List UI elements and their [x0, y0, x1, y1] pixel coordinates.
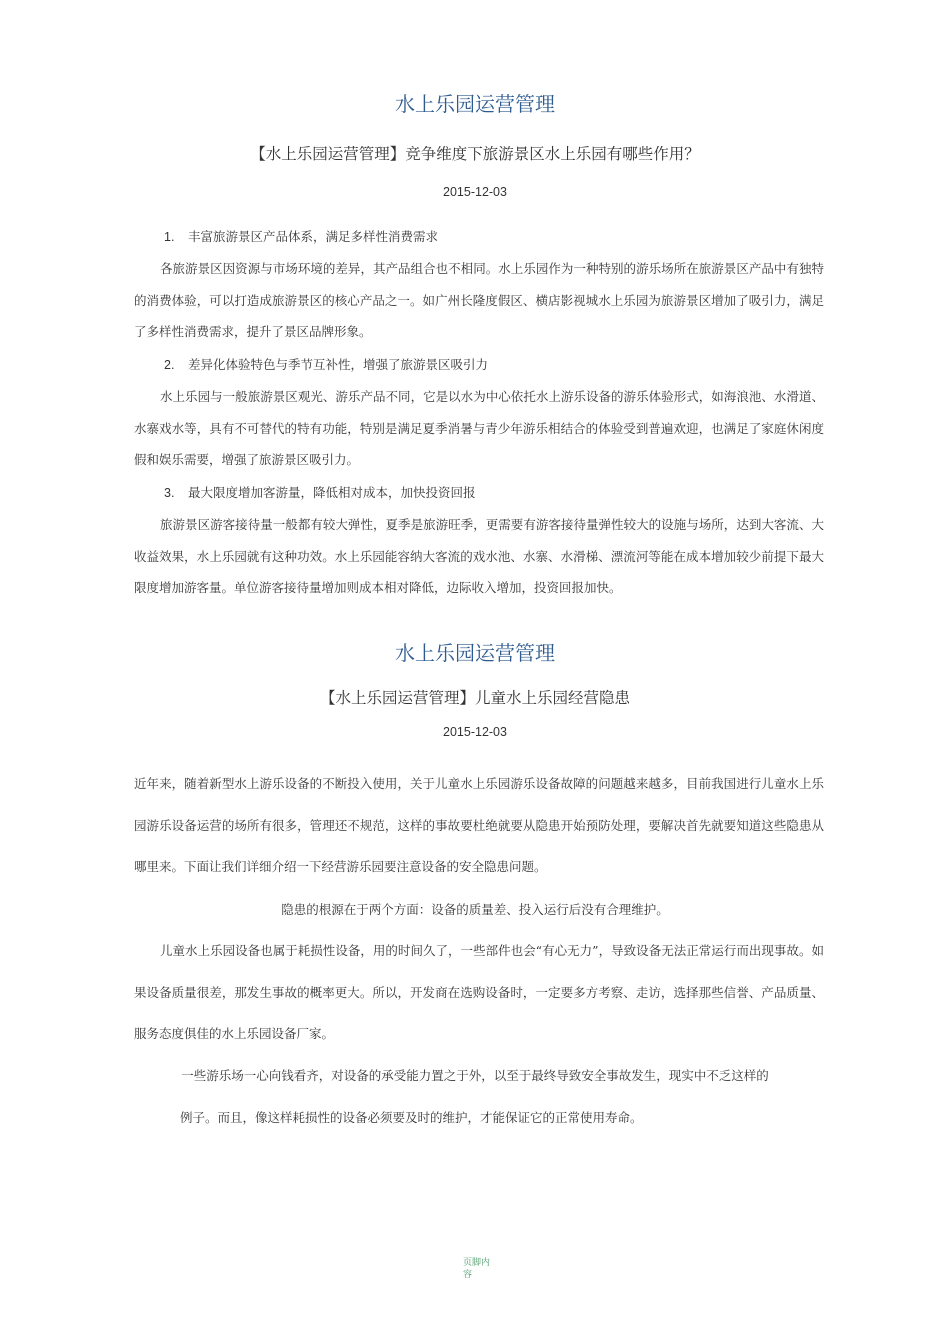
article-2-paragraph-1: 近年来，随着新型水上游乐设备的不断投入使用，关于儿童水上乐园游乐设备故障的问题越来越多，目前我国进行儿童水上乐园游乐设备运营的场所有很多，管理还不规范，这样的事故要杜绝就要从隐患开始预防处理，要解决首先就要知道这些隐患从哪里来。下面让我们详细介绍一下经营游乐园要注意设备的安全隐患问题。	[134, 776, 824, 874]
article-2-subtitle: 【水上乐园运营管理】儿童水上乐园经营隐患	[319, 689, 630, 707]
list-item-body-3: 旅游景区游客接待量一般都有较大弹性，夏季是旅游旺季，更需要有游客接待量弹性较大的设施与场所，达到大客流、大收益效果，水上乐园就有这种功效。水上乐园能容纳大客流的戏水池、水寨、水滑梯、漂流河等能在成本增加较少前提下最大限度增加游客量。单位游客接待量增加则成本相对降低，边际收入增加，投资回报加快。	[134, 517, 824, 595]
list-item-number: 3.	[164, 486, 175, 500]
article-2-title: 水上乐园运营管理	[395, 641, 555, 665]
list-item-number: 2.	[164, 358, 175, 372]
article-1-title: 水上乐园运营管理	[395, 92, 555, 116]
article-1-subtitle: 【水上乐园运营管理】竞争维度下旅游景区水上乐园有哪些作用？	[250, 145, 700, 163]
list-item-heading-text: 差异化体验特色与季节互补性，增强了旅游景区吸引力	[187, 357, 488, 372]
list-item-body-2: 水上乐园与一般旅游景区观光、游乐产品不同，它是以水为中心依托水上游乐设备的游乐体验形式，如海浪池、水滑道、水寨戏水等，具有不可替代的特有功能，特别是满足夏季消暑与青少年游乐相结合的体验受到普遍欢迎，也满足了家庭休闲度假和娱乐需要，增强了旅游景区吸引力。	[134, 389, 824, 467]
article-2-paragraph-3: 儿童水上乐园设备也属于耗损性设备，用的时间久了，一些部件也会“有心无力”，导致设备无法正常运行而出现事故。如果设备质量很差，那发生事故的概率更大。所以，开发商在选购设备时，一定要多方考察、走访，选择那些信誉、产品质量、服务态度俱佳的水上乐园设备厂家。	[134, 943, 824, 1041]
article-1-date: 2015-12-03	[443, 185, 507, 199]
article-2-paragraph-4-line-1: 一些游乐场一心向钱看齐，对设备的承受能力置之于外，以至于最终导致安全事故发生，现实中不乏这样的	[181, 1068, 769, 1083]
list-item-number: 1.	[164, 230, 175, 244]
list-item-heading-2	[164, 355, 824, 373]
list-item-heading-text: 丰富旅游景区产品体系，满足多样性消费需求	[187, 229, 438, 244]
page-footer: 页脚内容	[463, 1258, 491, 1280]
article-2-date: 2015-12-03	[443, 725, 507, 739]
list-item-heading-text: 最大限度增加客游量，降低相对成本，加快投资回报	[187, 485, 476, 500]
list-item-heading-3	[164, 483, 824, 501]
article-2-paragraph-4-line-2: 例子。而且，像这样耗损性的设备必须要及时的维护，才能保证它的正常使用寿命。	[180, 1110, 643, 1125]
article-2-paragraph-2: 隐患的根源在于两个方面：设备的质量差、投入运行后没有合理维护。	[281, 902, 669, 917]
list-item-heading-1	[164, 227, 824, 245]
list-item-body-1: 各旅游景区因资源与市场环境的差异，其产品组合也不相同。水上乐园作为一种特别的游乐场所在旅游景区产品中有独特的消费体验，可以打造成旅游景区的核心产品之一。如广州长隆度假区、横店影视城水上乐园为旅游景区增加了吸引力，满足了多样性消费需求，提升了景区品牌形象。	[134, 261, 824, 339]
